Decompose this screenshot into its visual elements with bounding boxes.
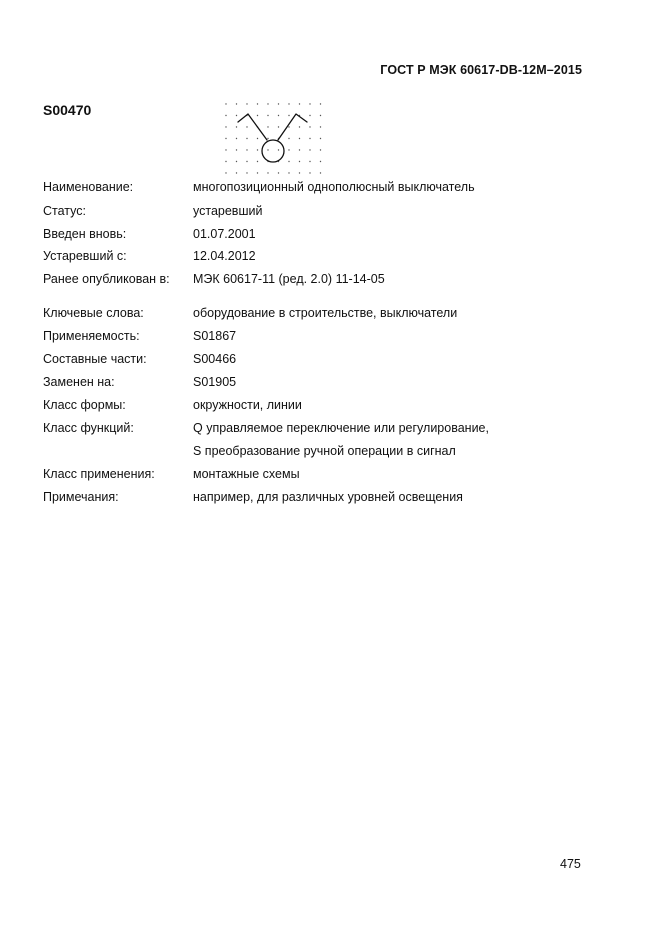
grid-dot [236, 149, 237, 150]
symbol-code: S00470 [43, 102, 92, 118]
field-label-previously-published: Ранее опубликован в: [43, 272, 170, 286]
field-label-shape-class: Класс формы: [43, 398, 126, 412]
grid-dot [246, 126, 247, 127]
grid-dot [278, 126, 279, 127]
field-value-name: многопозиционный однополюсный выключатель [193, 180, 475, 194]
grid-dot [267, 138, 268, 139]
page-number: 475 [560, 857, 581, 871]
grid-dot [257, 172, 258, 173]
grid-dot [225, 115, 226, 116]
field-label-name: Наименование: [43, 180, 134, 194]
grid-dot [309, 149, 310, 150]
grid-dot [236, 161, 237, 162]
field-label-obsolete-since: Устаревший с: [43, 249, 127, 263]
grid-dot [320, 126, 321, 127]
field-value-notes: например, для различных уровней освещения [193, 490, 463, 504]
grid-dot [320, 103, 321, 104]
grid-dot [288, 161, 289, 162]
field-value-components: S00466 [193, 352, 237, 366]
grid-dot [257, 149, 258, 150]
grid-dot [320, 115, 321, 116]
grid-dot [257, 161, 258, 162]
grid-dot [225, 161, 226, 162]
field-label-components: Составные части: [43, 352, 147, 366]
grid-dot [320, 149, 321, 150]
field-label-application-class: Класс применения: [43, 467, 155, 481]
grid-dot [236, 103, 237, 104]
grid-dot [246, 149, 247, 150]
field-label-notes: Примечания: [43, 490, 119, 504]
grid-dot [225, 172, 226, 173]
field-label-function-class: Класс функций: [43, 421, 134, 435]
grid-dot [278, 103, 279, 104]
field-value-previously-published: МЭК 60617-11 (ред. 2.0) 11-14-05 [193, 272, 385, 286]
field-label-keywords: Ключевые слова: [43, 306, 144, 320]
switch-symbol-icon [222, 102, 326, 176]
field-value-applicability: S01867 [193, 329, 237, 343]
grid-dot [267, 103, 268, 104]
field-value-replaced-by: S01905 [193, 375, 237, 389]
grid-dot [299, 103, 300, 104]
field-label-applicability: Применяемость: [43, 329, 140, 343]
grid-dot [236, 115, 237, 116]
grid-dot [299, 161, 300, 162]
grid-dot [320, 138, 321, 139]
grid-dot [257, 115, 258, 116]
grid-dot [225, 149, 226, 150]
grid-dot [299, 149, 300, 150]
grid-dot [299, 172, 300, 173]
field-value-obsolete-since: 12.04.2012 [193, 249, 256, 263]
field-value-keywords: оборудование в строительстве, выключатели [193, 306, 458, 320]
grid-dot [288, 126, 289, 127]
grid-dot [236, 126, 237, 127]
grid-dot [278, 172, 279, 173]
grid-dot [246, 138, 247, 139]
grid-dot [257, 103, 258, 104]
grid-dot [236, 172, 237, 173]
grid-dot [320, 172, 321, 173]
grid-dot [288, 172, 289, 173]
field-value-status: устаревший [193, 204, 263, 218]
grid-dot [309, 126, 310, 127]
grid-dot [320, 161, 321, 162]
grid-dot [257, 138, 258, 139]
field-label-replaced-by: Заменен на: [43, 375, 115, 389]
field-label-status: Статус: [43, 204, 86, 218]
grid-dot [309, 138, 310, 139]
field-value-shape-class: окружности, линии [193, 398, 302, 412]
grid-dot [278, 149, 279, 150]
grid-dot [225, 126, 226, 127]
grid-dot [288, 115, 289, 116]
standard-header: ГОСТ Р МЭК 60617-DB-12M–2015 [380, 63, 582, 77]
grid-dot [309, 161, 310, 162]
grid-dot [288, 149, 289, 150]
grid-dot [299, 126, 300, 127]
grid-dot [288, 138, 289, 139]
grid-dot [267, 172, 268, 173]
field-value-application-class: монтажные схемы [193, 467, 300, 481]
grid-dot [288, 103, 289, 104]
grid-dot [225, 138, 226, 139]
grid-dot [267, 115, 268, 116]
field-value-introduced: 01.07.2001 [193, 227, 256, 241]
grid-dot [309, 103, 310, 104]
field-value-function-class: Q управляемое переключение или регулирование, [193, 421, 489, 435]
grid-dot [309, 115, 310, 116]
field-label-introduced: Введен вновь: [43, 227, 127, 241]
grid-dot [246, 172, 247, 173]
grid-dot [236, 138, 237, 139]
grid-dot [246, 161, 247, 162]
grid-dot [267, 126, 268, 127]
grid-dot [267, 149, 268, 150]
grid-dot [309, 172, 310, 173]
field-value-function-class-cont: S преобразование ручной операции в сигнал [193, 444, 456, 458]
grid-dot [278, 115, 279, 116]
grid-dot [246, 103, 247, 104]
grid-dot [225, 103, 226, 104]
grid-dot [299, 138, 300, 139]
